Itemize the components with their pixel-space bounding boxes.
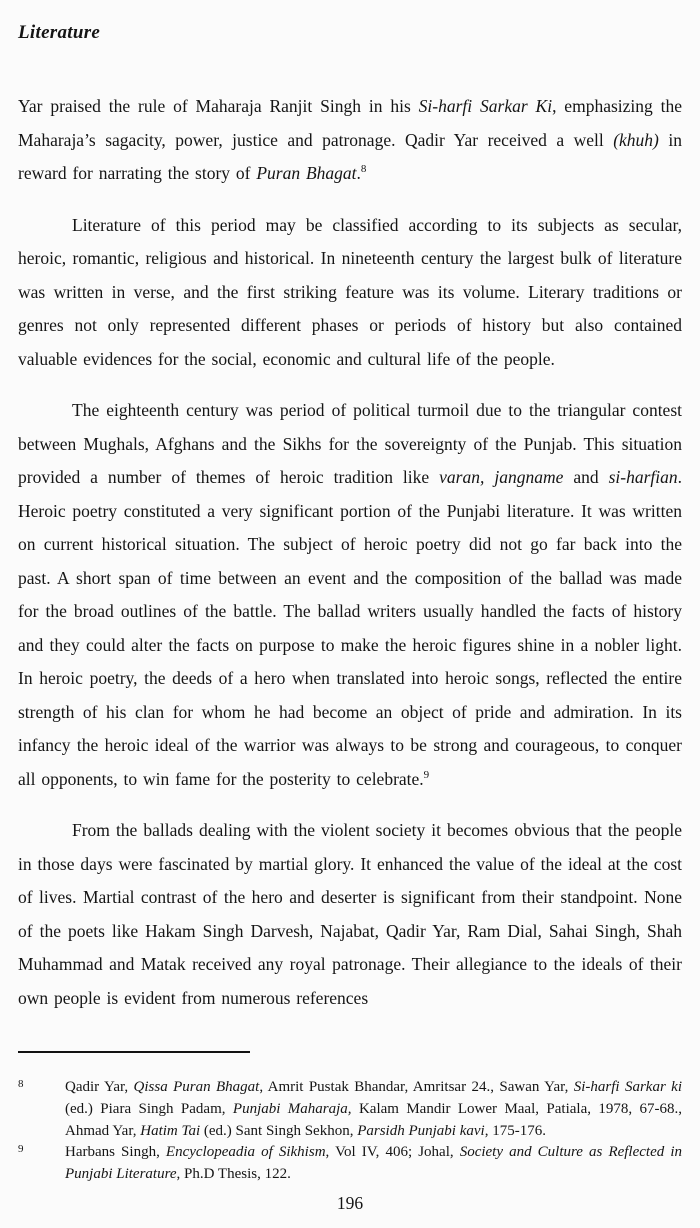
footnotes: [18, 1077, 682, 1186]
footnote-marker: 9: [18, 1143, 24, 1156]
text-run: , Ph.D Thesis, 122.: [176, 1166, 291, 1183]
section-heading: Literature: [18, 22, 101, 43]
text-run: From the ballads dealing with the violent society it becomes obvious that the people in those days were fascinated by martial glory. It enhanced the value of the ideal at the cost of lives. Martial contrast of the hero and deserter is significant from their standpoint. None of the poets like Hakam Singh Darvesh, Najabat, Qadir Yar, Ram Dial, Sahai Singh, Shah Muhammad and Matak received any royal patronage. Their allegiance to the ideals of their own people is evident from numerous references: [18, 820, 682, 1008]
text-run: The eighteenth century was period of political turmoil due to the triangular contest between Mughals, Afghans and the Sikhs for the sovereignty of the Punjab. This situation provided a number of themes of heroic tradition like: [18, 400, 682, 487]
text-run: Parsidh Punjabi kavi: [357, 1122, 485, 1139]
text-run: Society and Culture as Reflected in Punjabi Literature: [65, 1144, 682, 1183]
footnote: [18, 1142, 682, 1186]
text-run: Kalam Mandir Lower Maal, Patiala, 1978, 67-68., Ahmad Yar,: [65, 1100, 683, 1139]
paragraph: [18, 394, 682, 796]
footnote-area: [18, 1051, 682, 1186]
text-run: varan, jangname: [439, 467, 564, 487]
text-run: Puran Bhagat: [256, 163, 357, 183]
text-run: (khuh): [613, 129, 659, 150]
text-run: Qissa Puran Bhagat: [133, 1079, 260, 1095]
text-run: , Vol IV, 406; Johal,: [325, 1144, 460, 1161]
paragraph: [18, 209, 682, 377]
footnote-separator: [18, 1051, 250, 1053]
text-run: (ed.) Piara Singh Padam,: [65, 1100, 233, 1117]
paragraph: [18, 90, 682, 191]
text-run: and: [563, 467, 609, 487]
text-run: Hatim Tai: [140, 1122, 201, 1139]
footnote-text: [65, 1142, 682, 1186]
text-run: . Heroic poetry constituted a very significant portion of the Punjabi literature. It was written on current historical situation. The subject of heroic poetry did not go far back into the past. A short span of time between an event and the composition of the ballad was made for the broad outlines of the battle. The ballad writers usually handled the facts of history and they could alter the facts on purpose to make the heroic figures shine in a nobler light. In heroic poetry, the deeds of a hero when translated into heroic songs, reflected the entire strength of his clan for whom he had become an object of pride and admiration. In its infancy the heroic ideal of the warrior was always to be strong and courageous, to conquer all opponents, to win fame for the posterity to celebrate.: [18, 467, 682, 789]
footnote-text: [65, 1077, 682, 1142]
footnote-marker: 8: [18, 1078, 24, 1090]
text-run: , emphasizing the Maharaja’s sagacity, power, justice and patronage. Qadir Yar received a well: [18, 96, 683, 150]
text-run: in reward for narrating the story of: [18, 129, 682, 183]
footnote: [18, 1077, 682, 1142]
paragraph: [18, 814, 682, 1015]
page-number: 196: [336, 1193, 364, 1213]
text-run: Si-harfi Sarkar ki: [573, 1079, 682, 1095]
text-run: Punjabi Maharaja,: [232, 1100, 352, 1117]
footnote-ref: 9: [423, 768, 430, 781]
text-run: Qadir Yar,: [65, 1079, 134, 1095]
text-run: Encyclopeadia of Sikhism: [165, 1144, 326, 1161]
text-run: (ed.) Sant Singh Sekhon,: [200, 1122, 358, 1139]
text-run: .: [356, 163, 361, 183]
text-run: Yar praised the rule of Maharaja Ranjit Singh in his: [18, 96, 419, 116]
text-run: Literature of this period may be classified according to its subjects as secular, heroic, romantic, religious and historical. In nineteenth century the largest bulk of literature was written in verse, and the first striking feature was its volume. Literary traditions or genres not only represented different phases or periods of history but also contained valuable evidences for the social, economic and cultural life of the people.: [18, 214, 682, 369]
text-run: , Amrit Pustak Bhandar, Amritsar 24., Sawan Yar,: [259, 1079, 574, 1095]
text-run: , 175-176.: [484, 1122, 546, 1139]
text-run: si-harfian: [608, 467, 678, 487]
text-run: Si-harfi Sarkar Ki: [418, 96, 553, 116]
text-run: Harbans Singh,: [65, 1144, 166, 1161]
footnote-ref: 8: [360, 163, 367, 175]
body-text: [18, 90, 682, 1015]
